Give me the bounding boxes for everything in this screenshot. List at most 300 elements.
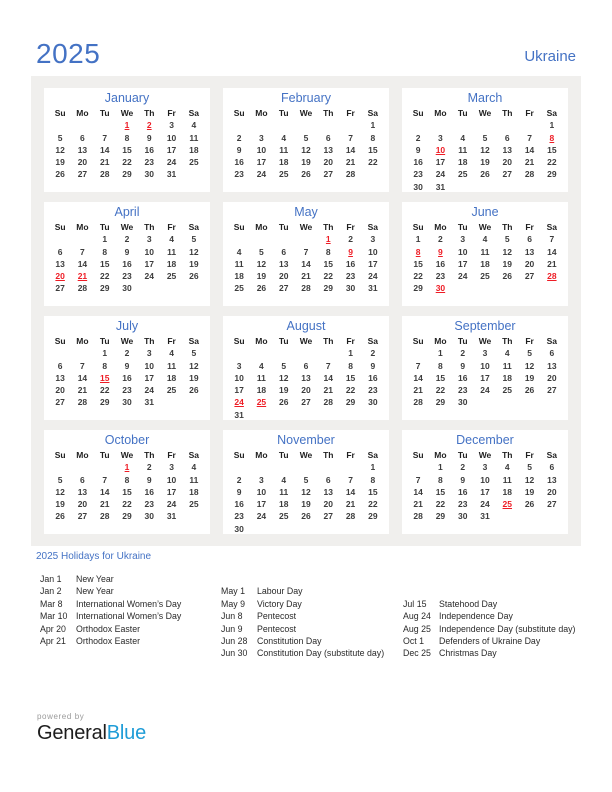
- day-cell: 12: [55, 486, 65, 497]
- day-cell: 30: [413, 181, 423, 192]
- month-grid: [228, 107, 384, 181]
- day-cell: 27: [77, 169, 88, 180]
- day-cell: 13: [323, 486, 334, 497]
- day-header: Fr: [525, 336, 534, 346]
- day-header: Th: [502, 222, 513, 232]
- day-header: Th: [323, 336, 334, 346]
- day-cell: 11: [279, 144, 289, 155]
- day-cell: 31: [435, 181, 446, 192]
- day-cell: 26: [301, 511, 311, 522]
- day-cell: 4: [169, 348, 174, 359]
- day-cell: 15: [435, 372, 446, 383]
- day-cell: 16: [144, 486, 155, 497]
- day-cell: 3: [460, 234, 466, 245]
- day-cell: 24: [480, 385, 490, 396]
- day-cell: 14: [345, 144, 356, 155]
- day-cell: 31: [368, 283, 378, 294]
- holiday-date: Jun 28: [221, 635, 248, 646]
- day-cell: 16: [457, 372, 468, 383]
- day-header: Mo: [434, 222, 447, 232]
- day-cell: 31: [166, 511, 177, 522]
- month-card-june: [402, 202, 568, 306]
- day-cell: 20: [547, 372, 557, 383]
- day-cell: 29: [435, 397, 446, 408]
- day-cell: 1: [415, 234, 421, 245]
- empty-cell: [295, 347, 317, 359]
- day-header: Su: [54, 222, 66, 232]
- day-cell: 14: [77, 258, 88, 269]
- holiday-item: [40, 573, 221, 585]
- day-header: Sa: [367, 450, 379, 460]
- day-cell: 18: [278, 499, 289, 510]
- day-cell: 25: [502, 385, 513, 396]
- holiday-item: [403, 635, 580, 647]
- day-cell: 6: [504, 132, 510, 143]
- day-cell: 25: [166, 271, 177, 282]
- day-header: Su: [412, 450, 424, 460]
- day-cell: 6: [325, 474, 331, 485]
- month-grid: [407, 221, 563, 295]
- day-cell: 16: [144, 144, 155, 155]
- day-cell: 13: [301, 372, 311, 383]
- day-cell: 8: [124, 474, 130, 485]
- day-cell: 30: [122, 397, 132, 408]
- day-cell: 12: [301, 486, 311, 497]
- day-cell: 4: [236, 246, 242, 257]
- day-cell: 27: [547, 499, 557, 510]
- month-card-october: [44, 430, 210, 534]
- day-cell: 24: [256, 511, 267, 522]
- empty-cell: [339, 461, 361, 473]
- day-cell: 7: [415, 474, 421, 485]
- month-grid: [49, 107, 205, 181]
- day-cell: 6: [325, 132, 331, 143]
- day-cell: 10: [144, 360, 155, 371]
- day-cell: 13: [323, 144, 334, 155]
- day-cell: 8: [438, 474, 443, 485]
- day-header: Su: [233, 108, 245, 118]
- day-cell: 9: [370, 360, 376, 371]
- day-cell: 28: [323, 397, 334, 408]
- holiday-name: Pentecost: [257, 623, 297, 634]
- day-cell: 14: [413, 486, 423, 497]
- holiday-name: Labour Day: [257, 586, 303, 597]
- day-cell: 9: [415, 144, 421, 155]
- holiday-date: Jun 8: [221, 611, 243, 622]
- day-header: Th: [502, 336, 513, 346]
- day-header: Fr: [167, 336, 176, 346]
- day-cell: 1: [102, 234, 108, 245]
- holiday-date: Dec 25: [403, 648, 431, 659]
- empty-cell: [317, 347, 339, 359]
- day-cell: 6: [57, 246, 63, 257]
- day-header: Su: [233, 336, 245, 346]
- empty-cell: [474, 119, 496, 131]
- day-cell: 30: [234, 523, 244, 534]
- month-grid: [49, 335, 205, 409]
- day-header: Sa: [367, 336, 379, 346]
- day-cell: 23: [345, 271, 356, 282]
- day-header: Su: [412, 222, 424, 232]
- day-cell: 18: [166, 372, 177, 383]
- day-cell: 2: [460, 462, 466, 473]
- day-cell: 10: [457, 246, 468, 257]
- day-header: Tu: [457, 450, 468, 460]
- day-cell: 26: [301, 169, 311, 180]
- day-cell: 13: [278, 258, 289, 269]
- day-cell: 3: [169, 462, 174, 473]
- day-cell: 18: [480, 258, 490, 269]
- day-cell: 1: [370, 462, 376, 473]
- day-cell: 28: [77, 283, 88, 294]
- day-cell: 3: [236, 360, 242, 371]
- holiday-date: Apr 21: [40, 635, 66, 646]
- holiday-day-cell: 10: [435, 144, 446, 155]
- day-cell: 7: [549, 234, 555, 245]
- day-cell: 3: [482, 462, 488, 473]
- day-cell: 10: [144, 246, 155, 257]
- holiday-item: [403, 610, 580, 622]
- day-header: Th: [323, 222, 334, 232]
- day-cell: 14: [99, 144, 110, 155]
- day-cell: 17: [435, 157, 446, 168]
- day-cell: 15: [368, 486, 378, 497]
- day-cell: 4: [281, 132, 287, 143]
- day-cell: 20: [323, 157, 334, 168]
- day-cell: 14: [323, 372, 334, 383]
- day-header: Mo: [434, 336, 447, 346]
- day-header: Th: [144, 450, 155, 460]
- day-cell: 28: [524, 169, 535, 180]
- day-cell: 15: [122, 486, 132, 497]
- holiday-name: Pentecost: [257, 611, 297, 622]
- holiday-day-cell: 25: [502, 499, 513, 510]
- day-cell: 17: [234, 385, 244, 396]
- holiday-item: [221, 610, 403, 622]
- day-cell: 22: [323, 271, 334, 282]
- holiday-date: Oct 1: [403, 635, 425, 646]
- holiday-date: Aug 24: [403, 611, 431, 622]
- day-cell: 7: [303, 246, 309, 257]
- day-cell: 19: [55, 157, 65, 168]
- day-cell: 29: [99, 283, 110, 294]
- page-title-year: 2025: [36, 38, 101, 69]
- holiday-date: Mar 8: [40, 598, 63, 609]
- day-cell: 27: [502, 169, 513, 180]
- holiday-item: [40, 623, 221, 635]
- day-cell: 14: [99, 486, 110, 497]
- day-cell: 13: [524, 246, 535, 257]
- day-cell: 27: [547, 385, 557, 396]
- day-cell: 27: [323, 511, 334, 522]
- day-cell: 7: [102, 132, 108, 143]
- day-cell: 26: [480, 169, 490, 180]
- day-cell: 1: [438, 348, 443, 359]
- months-panel: [31, 76, 581, 546]
- day-cell: 4: [191, 462, 197, 473]
- day-header: Mo: [434, 108, 447, 118]
- day-header: Tu: [99, 336, 110, 346]
- day-header: We: [299, 336, 313, 346]
- holiday-name: Statehood Day: [439, 598, 498, 609]
- holiday-item: [221, 635, 403, 647]
- empty-cell: [228, 233, 250, 245]
- day-cell: 23: [435, 271, 446, 282]
- day-cell: 25: [278, 511, 289, 522]
- holiday-item: [40, 585, 221, 597]
- day-cell: 16: [234, 157, 244, 168]
- day-cell: 3: [370, 234, 376, 245]
- day-cell: 7: [415, 360, 421, 371]
- day-cell: 25: [480, 271, 490, 282]
- holiday-day-cell: 9: [438, 246, 443, 257]
- day-cell: 8: [438, 360, 443, 371]
- day-cell: 24: [480, 499, 490, 510]
- powered-by-label: powered by: [37, 712, 85, 721]
- empty-cell: [49, 461, 71, 473]
- day-cell: 16: [435, 258, 446, 269]
- day-cell: 29: [323, 283, 334, 294]
- holiday-date: Jun 9: [221, 623, 243, 634]
- month-card-april: [44, 202, 210, 306]
- day-header: Tu: [99, 108, 110, 118]
- empty-cell: [250, 119, 272, 131]
- day-header: Sa: [546, 450, 558, 460]
- holiday-day-cell: 25: [256, 397, 267, 408]
- day-header: We: [120, 336, 134, 346]
- day-cell: 30: [144, 511, 155, 522]
- holiday-name: Orthodox Easter: [76, 635, 141, 646]
- day-cell: 18: [189, 144, 199, 155]
- day-cell: 21: [345, 157, 356, 168]
- day-cell: 10: [256, 486, 267, 497]
- day-cell: 11: [458, 144, 468, 155]
- empty-cell: [273, 461, 295, 473]
- month-title: August: [286, 319, 326, 333]
- day-cell: 12: [480, 144, 490, 155]
- day-cell: 5: [504, 234, 510, 245]
- day-cell: 21: [413, 385, 423, 396]
- empty-cell: [496, 119, 518, 131]
- day-cell: 30: [457, 511, 468, 522]
- month-grid: [228, 449, 384, 535]
- day-cell: 8: [102, 246, 108, 257]
- holiday-date: Apr 20: [40, 623, 66, 634]
- day-cell: 22: [435, 499, 446, 510]
- day-header: Fr: [167, 222, 176, 232]
- day-cell: 21: [99, 157, 110, 168]
- empty-cell: [518, 119, 540, 131]
- holiday-day-cell: 1: [325, 234, 331, 245]
- day-header: Su: [54, 108, 66, 118]
- day-header: Tu: [278, 336, 289, 346]
- day-header: Fr: [525, 450, 534, 460]
- day-cell: 27: [278, 283, 289, 294]
- day-cell: 3: [259, 132, 264, 143]
- day-header: We: [478, 450, 492, 460]
- empty-cell: [407, 119, 429, 131]
- holiday-day-cell: 8: [549, 132, 555, 143]
- day-cell: 2: [236, 474, 242, 485]
- month-title: April: [114, 205, 140, 219]
- day-cell: 1: [549, 120, 555, 131]
- day-cell: 16: [457, 486, 468, 497]
- day-cell: 27: [323, 169, 334, 180]
- day-header: Th: [323, 108, 334, 118]
- month-grid: [228, 221, 384, 295]
- day-cell: 2: [438, 234, 443, 245]
- day-cell: 29: [122, 169, 132, 180]
- day-cell: 22: [435, 385, 446, 396]
- day-cell: 12: [189, 246, 199, 257]
- holiday-day-cell: 28: [547, 271, 557, 282]
- day-cell: 31: [480, 511, 490, 522]
- day-cell: 4: [259, 360, 264, 371]
- day-cell: 6: [303, 360, 309, 371]
- day-cell: 16: [413, 157, 423, 168]
- empty-cell: [94, 119, 116, 131]
- empty-cell: [250, 461, 272, 473]
- day-cell: 21: [77, 385, 88, 396]
- month-title: January: [104, 91, 150, 105]
- holiday-name: Defenders of Ukraine Day: [439, 635, 541, 646]
- day-cell: 18: [166, 258, 177, 269]
- day-cell: 8: [370, 132, 376, 143]
- day-cell: 19: [278, 385, 289, 396]
- day-cell: 28: [99, 511, 110, 522]
- day-cell: 20: [55, 385, 65, 396]
- empty-cell: [273, 119, 295, 131]
- day-cell: 22: [122, 157, 132, 168]
- day-cell: 24: [457, 271, 468, 282]
- day-cell: 22: [99, 271, 110, 282]
- day-cell: 20: [323, 499, 334, 510]
- day-cell: 7: [80, 246, 85, 257]
- month-card-august: [223, 316, 389, 420]
- day-cell: 5: [527, 348, 532, 359]
- day-cell: 29: [547, 169, 557, 180]
- day-cell: 6: [80, 474, 85, 485]
- day-cell: 14: [345, 486, 356, 497]
- months-grid: [44, 88, 568, 534]
- empty-cell: [228, 119, 250, 131]
- empty-cell: [71, 119, 93, 131]
- day-cell: 19: [524, 372, 535, 383]
- day-cell: 27: [301, 397, 311, 408]
- empty-cell: [295, 119, 317, 131]
- day-cell: 9: [460, 360, 466, 371]
- day-cell: 20: [547, 486, 557, 497]
- day-cell: 2: [236, 132, 242, 143]
- day-cell: 28: [413, 511, 423, 522]
- day-cell: 27: [524, 271, 535, 282]
- day-cell: 7: [80, 360, 85, 371]
- day-cell: 5: [57, 132, 63, 143]
- day-header: Sa: [188, 450, 200, 460]
- day-header: Tu: [99, 222, 110, 232]
- day-cell: 17: [457, 258, 468, 269]
- day-cell: 25: [189, 499, 199, 510]
- day-cell: 12: [524, 474, 535, 485]
- day-cell: 4: [504, 348, 510, 359]
- day-cell: 3: [169, 120, 174, 131]
- day-cell: 18: [234, 271, 244, 282]
- day-header: Tu: [278, 108, 289, 118]
- day-cell: 29: [345, 397, 356, 408]
- day-header: Th: [502, 108, 513, 118]
- day-cell: 31: [234, 409, 244, 420]
- day-cell: 11: [189, 474, 199, 485]
- day-cell: 26: [55, 511, 65, 522]
- day-cell: 15: [99, 258, 110, 269]
- holiday-name: New Year: [76, 586, 114, 597]
- day-cell: 18: [502, 486, 513, 497]
- day-cell: 19: [256, 271, 267, 282]
- holiday-column-3: [403, 598, 580, 660]
- day-cell: 5: [191, 348, 197, 359]
- day-cell: 12: [256, 258, 267, 269]
- day-cell: 7: [348, 132, 353, 143]
- day-cell: 14: [547, 246, 557, 257]
- day-cell: 23: [234, 511, 244, 522]
- day-cell: 27: [55, 397, 65, 408]
- month-grid: [49, 449, 205, 523]
- day-cell: 7: [348, 474, 353, 485]
- day-header: Th: [144, 108, 155, 118]
- day-cell: 25: [189, 157, 199, 168]
- day-cell: 6: [527, 234, 532, 245]
- day-cell: 17: [144, 258, 155, 269]
- day-cell: 17: [480, 372, 490, 383]
- day-cell: 26: [189, 385, 199, 396]
- day-cell: 6: [549, 348, 555, 359]
- day-cell: 12: [189, 360, 199, 371]
- day-header: Fr: [525, 108, 534, 118]
- holiday-day-cell: 20: [55, 271, 65, 282]
- footer: [37, 712, 146, 744]
- day-cell: 19: [301, 499, 311, 510]
- day-header: We: [478, 222, 492, 232]
- day-cell: 22: [413, 271, 423, 282]
- empty-cell: [407, 347, 429, 359]
- empty-cell: [228, 461, 250, 473]
- month-card-july: [44, 316, 210, 420]
- brand-blue: Blue: [106, 722, 146, 744]
- day-cell: 22: [122, 499, 132, 510]
- day-cell: 11: [167, 246, 177, 257]
- day-cell: 2: [460, 348, 466, 359]
- holiday-name: Victory Day: [257, 598, 302, 609]
- holiday-date: Jun 30: [221, 648, 248, 659]
- day-cell: 19: [189, 372, 199, 383]
- day-cell: 30: [122, 283, 132, 294]
- day-header: Mo: [255, 336, 268, 346]
- day-header: Sa: [546, 222, 558, 232]
- month-title: February: [280, 91, 332, 105]
- day-cell: 25: [166, 385, 177, 396]
- day-cell: 17: [166, 144, 177, 155]
- day-cell: 30: [457, 397, 468, 408]
- day-header: Sa: [367, 222, 379, 232]
- holiday-date: Jan 2: [40, 586, 62, 597]
- day-header: Tu: [457, 222, 468, 232]
- day-header: Mo: [76, 222, 89, 232]
- day-header: Mo: [255, 450, 268, 460]
- day-cell: 16: [122, 372, 132, 383]
- empty-cell: [429, 119, 451, 131]
- day-header: Su: [54, 450, 66, 460]
- day-cell: 23: [457, 385, 468, 396]
